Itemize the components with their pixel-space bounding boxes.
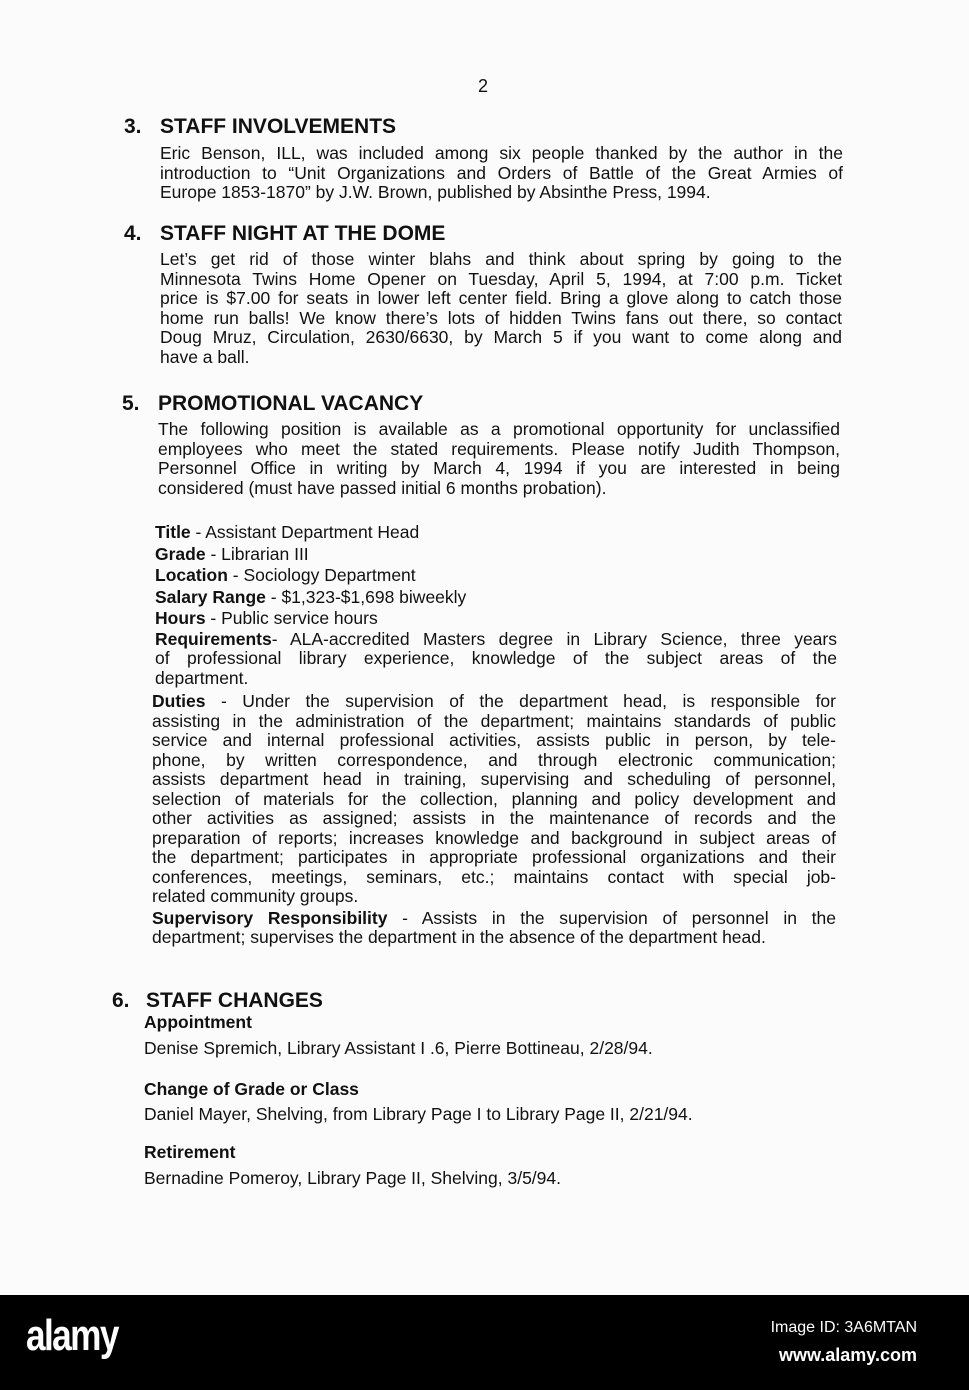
- text-line: price is $7.00 for seats in lower left center field. Bring a glove along to catch those: [160, 288, 842, 308]
- text-line: Let’s get rid of those winter blahs and think about spring by going to the: [160, 249, 842, 269]
- text-line: selection of materials for the collection, planning and policy development and: [152, 788, 836, 809]
- appointment-heading: Appointment: [144, 1012, 252, 1032]
- text-line: The following position is available as a promotional opportunity for unclassified: [158, 419, 840, 439]
- text-line: home run balls! We know there’s lots of hidden Twins fans out there, so contact: [160, 307, 842, 328]
- text-line: assists department head in training, supervising and scheduling of personnel,: [152, 769, 836, 789]
- section-5-heading: PROMOTIONAL VACANCY: [158, 392, 424, 415]
- text-line: service and internal professional activities, assists public in person, by tele-: [152, 730, 836, 750]
- text-line: Doug Mruz, Circulation, 2630/6630, by March 5 if you want to come along and: [160, 327, 842, 347]
- site-url: www.alamy.com: [778, 1345, 917, 1365]
- title-value: - Assistant Department Head: [190, 522, 420, 542]
- location-value: - Sociology Department: [227, 565, 416, 585]
- supervisory-text: - Assists in the supervision of personnel in the: [387, 907, 836, 928]
- text-line: of professional library experience, knowledge of the subject areas of the: [155, 648, 837, 668]
- alamy-logo: alamy: [26, 1311, 118, 1360]
- image-id: Image ID: 3A6MTAN: [770, 1319, 917, 1336]
- requirements-text: - ALA-accredited Masters degree in Library Science, three years: [271, 628, 837, 649]
- section-3-body: [160, 144, 843, 203]
- text-line: considered (must have passed initial 6 months probation).: [158, 477, 607, 498]
- text-line: other activities as assigned; assists in the maintenance of records and the: [152, 808, 836, 828]
- duties: [152, 692, 836, 948]
- duties-text: - Under the supervision of the department head, is responsible for: [205, 691, 836, 711]
- section-6-number: 6.: [112, 989, 130, 1012]
- text-line: preparation of reports; increases knowledge and background in subject areas of: [152, 827, 836, 848]
- section-3-heading: STAFF INVOLVEMENTS: [160, 115, 397, 138]
- retirement-heading: Retirement: [144, 1142, 236, 1162]
- grade-value: - Librarian III: [205, 543, 309, 564]
- hours-value: - Public service hours: [205, 608, 378, 628]
- text-line: employees who meet the stated requirements. Please notify Judith Thompson,: [158, 438, 840, 459]
- text-line: department; supervises the department in the absence of the department head.: [152, 927, 766, 947]
- hours-label: Hours: [155, 608, 206, 628]
- salary-label: Salary Range: [155, 586, 266, 607]
- section-4-heading: STAFF NIGHT AT THE DOME: [160, 222, 446, 245]
- change-heading: Change of Grade or Class: [144, 1079, 359, 1099]
- salary-value: - $1,323-$1,698 biweekly: [265, 586, 467, 607]
- text-line: assisting in the administration of the department; maintains standards of public: [152, 710, 836, 731]
- text-line: have a ball.: [160, 346, 250, 367]
- appointment-text: Denise Spremich, Library Assistant I .6, Pierre Bottineau, 2/28/94.: [144, 1038, 653, 1058]
- title-label: Title: [155, 522, 191, 542]
- text-line: department.: [155, 667, 249, 688]
- location-label: Location: [155, 565, 228, 585]
- section-3-number: 3.: [124, 115, 142, 138]
- grade-label: Grade: [155, 543, 206, 564]
- text-line: related community groups.: [152, 886, 359, 906]
- retirement-text: Bernadine Pomeroy, Library Page II, Shelving, 3/5/94.: [144, 1168, 562, 1188]
- duties-label: Duties: [152, 691, 206, 711]
- page-number: 2: [478, 76, 489, 96]
- text-line: Europe 1853-1870” by J.W. Brown, published by Absinthe Press, 1994.: [160, 182, 711, 202]
- section-5-number: 5.: [122, 392, 140, 415]
- change-text: Daniel Mayer, Shelving, from Library Page I to Library Page II, 2/21/94.: [144, 1104, 693, 1124]
- text-line: the department; participates in appropriate professional organizations and their: [152, 847, 836, 867]
- supervisory-label: Supervisory Responsibility: [152, 907, 388, 928]
- watermark-footer: [0, 1295, 969, 1390]
- vacancy-details: [155, 522, 837, 688]
- text-line: Eric Benson, ILL, was included among six people thanked by the author in the: [160, 143, 843, 163]
- text-line: Personnel Office in writing by March 4, 1994 if you are interested in being: [158, 458, 840, 478]
- requirements-label: Requirements: [155, 628, 272, 649]
- text-line: introduction to “Unit Organizations and Orders of Battle of the Great Armies of: [160, 162, 843, 183]
- text-line: Minnesota Twins Home Opener on Tuesday, April 5, 1994, at 7:00 p.m. Ticket: [160, 268, 842, 289]
- text-line: conferences, meetings, seminars, etc.; maintains contact with special job-: [152, 866, 836, 887]
- section-6-heading: STAFF CHANGES: [146, 989, 323, 1012]
- text-line: phone, by written correspondence, and through electronic communication;: [152, 749, 836, 770]
- section-4-body: [160, 250, 842, 367]
- section-5-body: [158, 420, 840, 498]
- section-4-number: 4.: [124, 222, 142, 245]
